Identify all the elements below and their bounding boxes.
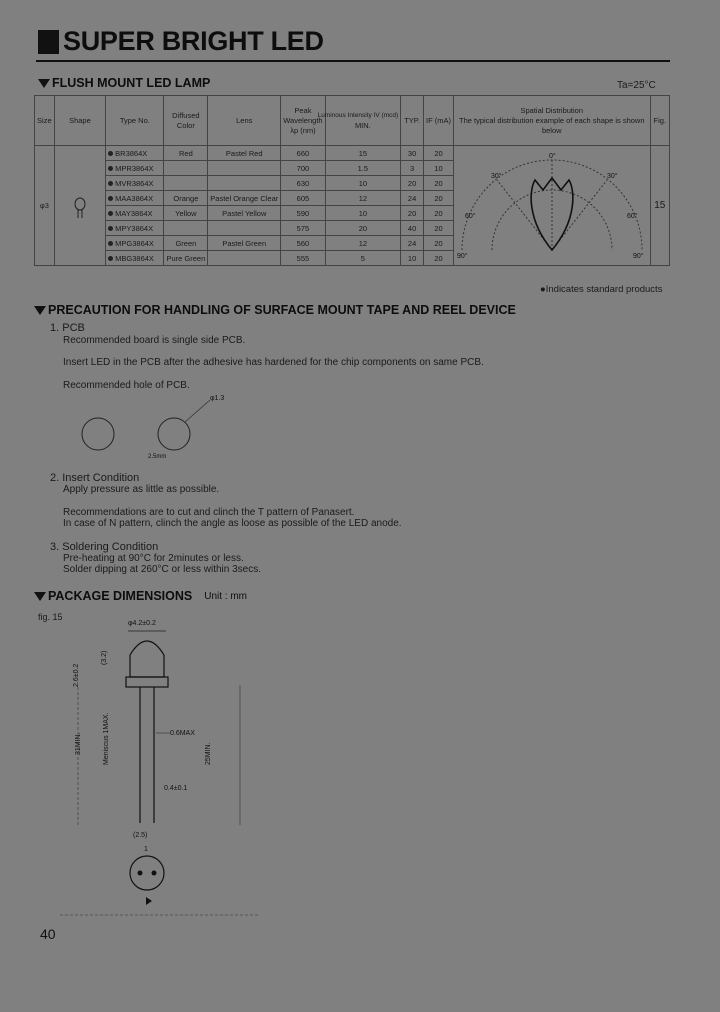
table-row <box>35 146 670 161</box>
spatial-distribution-diagram <box>457 150 647 260</box>
standard-dot-icon <box>108 241 113 246</box>
col-fig: Fig. <box>650 96 670 146</box>
angle-60-left: 60° <box>464 212 476 220</box>
type-text: MPY3864X <box>115 223 154 233</box>
lens-cell: Pastel Red <box>208 146 281 161</box>
insert-title: 2. Insert Condition <box>50 472 140 484</box>
temperature-note: Ta=25°C <box>617 80 656 91</box>
wl-cell: 555 <box>281 251 325 266</box>
lens-cell <box>208 176 281 191</box>
wl-cell: 605 <box>281 191 325 206</box>
lens-text: Pastel Orange <box>210 193 259 203</box>
typ-cell: 40 <box>401 221 424 236</box>
spatial-note: The typical distribution example of each shape is shown below <box>458 115 645 135</box>
triangle-marker-icon <box>34 306 46 315</box>
type-cell <box>106 146 164 161</box>
fig-cell: 15 <box>650 146 670 266</box>
wl-cell: 590 <box>281 206 325 221</box>
if-cell: 10 <box>424 161 454 176</box>
standard-dot-icon <box>108 256 113 261</box>
typ-cell: 20 <box>401 206 424 221</box>
dim-pitch: (2.5) <box>133 832 148 839</box>
dim-lead-width: 0.4±0.1 <box>164 785 188 792</box>
hole-pitch-label: 2.5mm <box>148 454 167 460</box>
wl-cell: 560 <box>281 236 325 251</box>
lens-cell <box>208 221 281 236</box>
lens-cell: Pastel Yellow <box>208 206 281 221</box>
dim-height-2: 2.6±0.2 <box>73 663 80 687</box>
if-cell: 20 <box>424 251 454 266</box>
type-cell <box>106 236 164 251</box>
wavelength-label: Peak Wavelength <box>283 105 323 125</box>
standard-dot-icon <box>108 166 113 171</box>
title-rule <box>36 60 670 62</box>
min-cell: 12 <box>325 236 401 251</box>
type-text: MAY3864X <box>115 208 153 218</box>
if-cell: 20 <box>424 146 454 161</box>
typ-cell: 30 <box>401 146 424 161</box>
dim-height-1: (3.2) <box>101 650 108 665</box>
min-cell: 1.5 <box>325 161 401 176</box>
typ-cell: 3 <box>401 161 424 176</box>
wl-cell: 660 <box>281 146 325 161</box>
typ-cell: 24 <box>401 236 424 251</box>
page-title-text: SUPER BRIGHT LED <box>63 26 324 56</box>
pcb-hole-diagram <box>70 392 290 462</box>
wl-cell: 700 <box>281 161 325 176</box>
color-cell: Yellow <box>164 206 208 221</box>
standard-dot-icon <box>108 196 113 201</box>
color-cell: Green <box>164 236 208 251</box>
col-size: Size <box>35 96 55 146</box>
pcb-title: 1. PCB <box>50 322 85 334</box>
angle-30-right: 30° <box>606 172 618 180</box>
col-diffused: Diffused Color <box>164 96 208 146</box>
package-heading <box>34 589 247 603</box>
angle-90-right: 90° <box>632 252 644 260</box>
color-cell <box>164 176 208 191</box>
color-cell: Red <box>164 146 208 161</box>
insert-line-3: In case of N pattern, clinch the angle as loose as possible of the LED anode. <box>63 518 402 529</box>
lamp-heading <box>38 76 210 90</box>
fig-label: fig. 15 <box>38 612 63 622</box>
typ-cell: 24 <box>401 191 424 206</box>
if-cell: 20 <box>424 221 454 236</box>
package-dimension-drawing <box>60 615 260 920</box>
col-shape: Shape <box>54 96 105 146</box>
insert-line-1: Apply pressure as little as possible. <box>63 484 220 495</box>
package-heading-text: PACKAGE DIMENSIONS <box>48 589 193 603</box>
standard-dot-icon <box>108 181 113 186</box>
pcb-line-2: Insert LED in the PCB after the adhesive has hardened for the chip components on same PCB. <box>63 357 484 368</box>
color-cell: Orange <box>164 191 208 206</box>
color-cell <box>164 221 208 236</box>
type-text: MAA3864X <box>115 193 154 203</box>
standard-products-note: ●Indicates standard products <box>540 284 663 295</box>
col-typ: TYP. <box>401 96 424 146</box>
unit-label: Unit : mm <box>204 590 248 602</box>
if-cell: 20 <box>424 206 454 221</box>
pcb-line-3: Recommended hole of PCB. <box>63 380 190 391</box>
lambda-label: λp (nm) <box>290 125 316 135</box>
table-header-row <box>35 96 670 146</box>
min-cell: 20 <box>325 221 401 236</box>
min-cell: 10 <box>325 176 401 191</box>
lens-cell: Pastel Green <box>208 236 281 251</box>
led-shape-icon <box>65 190 95 220</box>
type-cell <box>106 191 164 206</box>
lamp-heading-text: FLUSH MOUNT LED LAMP <box>52 76 211 90</box>
col-lens: Lens <box>208 96 281 146</box>
hole-diameter-label: φ1.3 <box>210 395 225 402</box>
min-cell: 12 <box>325 191 401 206</box>
type-text: MVR3864X <box>115 178 154 188</box>
lens-cell <box>208 191 281 206</box>
col-type: Type No. <box>106 96 164 146</box>
standard-dot-icon <box>108 151 113 156</box>
wl-cell: 575 <box>281 221 325 236</box>
dim-lead-max: 0.6MAX <box>170 730 195 737</box>
col-wavelength <box>281 96 325 146</box>
min-cell: 10 <box>325 206 401 221</box>
angle-0: 0° <box>548 152 556 160</box>
dim-length-2: 25MIN. <box>205 742 212 765</box>
type-text: MPG3864X <box>115 238 154 248</box>
type-text: BR3864X <box>115 148 148 158</box>
precaution-heading <box>34 303 516 317</box>
min-cell: 5 <box>325 251 401 266</box>
size-cell: φ3 <box>35 146 55 266</box>
solder-line-2: Solder dipping at 260°C or less within 3secs. <box>63 564 261 575</box>
dim-length-1: 31MIN. <box>75 732 82 755</box>
type-cell <box>106 221 164 236</box>
triangle-marker-icon <box>38 79 50 88</box>
color-cell: Pure Green <box>164 251 208 266</box>
angle-90-left: 90° <box>456 252 468 260</box>
if-cell: 20 <box>424 176 454 191</box>
type-text: MPR3864X <box>115 163 154 173</box>
spec-table <box>34 95 670 266</box>
angle-60-right: 60° <box>626 212 638 220</box>
color-cell <box>164 161 208 176</box>
angle-30-left: 30° <box>490 172 502 180</box>
precaution-heading-text: PRECAUTION FOR HANDLING OF SURFACE MOUNT TAPE AND REEL DEVICE <box>48 303 516 317</box>
typ-cell: 10 <box>401 251 424 266</box>
dim-gap: 1 <box>144 846 148 853</box>
shape-cell <box>54 146 105 266</box>
insert-line-2: Recommendations are to cut and clinch the T pattern of Panasert. <box>63 507 355 518</box>
dim-diameter: φ4.2±0.2 <box>128 620 156 627</box>
lens-cell <box>208 251 281 266</box>
type-cell <box>106 161 164 176</box>
if-cell: 20 <box>424 191 454 206</box>
pcb-line-1: Recommended board is single side PCB. <box>63 335 246 346</box>
type-cell <box>106 251 164 266</box>
luminous-label: Luminous Intensity IV (mcd) <box>317 111 399 119</box>
type-cell <box>106 176 164 191</box>
type-text: MBG3864X <box>115 253 154 263</box>
standard-dot-icon <box>108 226 113 231</box>
typ-cell: 20 <box>401 176 424 191</box>
page-title <box>38 26 324 57</box>
type-cell <box>106 206 164 221</box>
solder-title: 3. Soldering Condition <box>50 541 159 553</box>
min-cell: 15 <box>325 146 401 161</box>
col-min <box>317 96 401 146</box>
lens-cell <box>208 161 281 176</box>
col-spatial <box>454 96 650 146</box>
solder-line-1: Pre-heating at 90°C for 2minutes or less. <box>63 553 244 564</box>
spatial-label: Spatial Distribution <box>520 105 584 115</box>
spec-table-wrap <box>34 95 670 266</box>
title-square-icon <box>38 30 59 54</box>
min-label: MIN. <box>354 120 371 130</box>
triangle-marker-icon <box>34 592 46 601</box>
if-cell: 20 <box>424 236 454 251</box>
standard-dot-icon <box>108 211 113 216</box>
lens-clear: Clear <box>260 193 279 203</box>
wl-cell: 630 <box>281 176 325 191</box>
spatial-cell <box>454 146 650 266</box>
col-if: IF (mA) <box>424 96 454 146</box>
dim-meniscus: Meniscus 1MAX. <box>103 712 110 765</box>
page-number: 40 <box>40 926 56 942</box>
